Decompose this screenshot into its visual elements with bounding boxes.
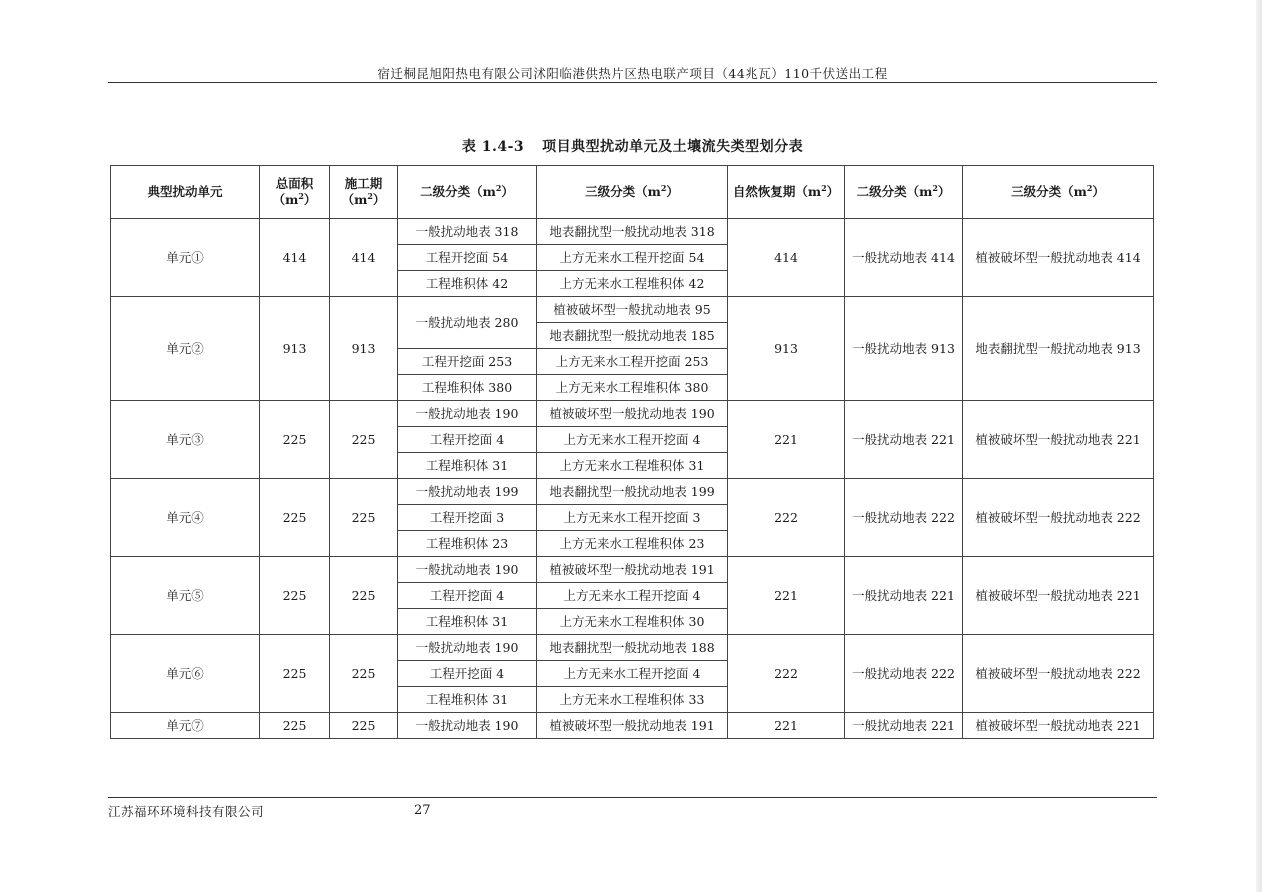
level3-cell: 上方无来水工程开挖面 4 (537, 661, 728, 687)
recovery-level2-cell: 一般扰动地表 222 (845, 479, 963, 557)
recovery-area-cell: 222 (728, 479, 845, 557)
table-header-row (111, 166, 1154, 219)
total-area-cell: 913 (260, 297, 330, 401)
col-header-construction-period: 施工期 $(m^2)$ (330, 166, 398, 219)
level2-cell: 工程堆积体 31 (398, 687, 537, 713)
unit-name-cell: 单元① (111, 219, 260, 297)
unit-name-cell: 单元③ (111, 401, 260, 479)
level2-cell: 工程开挖面 54 (398, 245, 537, 271)
level2-cell: 工程开挖面 4 (398, 583, 537, 609)
level3-cell: 上方无来水工程堆积体 31 (537, 453, 728, 479)
period-area-cell: 225 (330, 479, 398, 557)
recovery-area-cell: 913 (728, 297, 845, 401)
unit-name-cell: 单元④ (111, 479, 260, 557)
level2-cell: 工程开挖面 4 (398, 427, 537, 453)
level2-cell: 工程堆积体 31 (398, 609, 537, 635)
level2-cell: 工程开挖面 4 (398, 661, 537, 687)
level2-cell: 工程堆积体 31 (398, 453, 537, 479)
period-area-cell: 414 (330, 219, 398, 297)
total-area-cell: 225 (260, 479, 330, 557)
recovery-level3-cell: 植被破坏型一般扰动地表 221 (963, 713, 1154, 739)
table-title-text: 项目典型扰动单元及土壤流失类型划分表 (542, 139, 804, 155)
level3-cell: 上方无来水工程堆积体 30 (537, 609, 728, 635)
table-row (111, 219, 1154, 245)
unit-name-cell: 单元② (111, 297, 260, 401)
recovery-level3-cell: 植被破坏型一般扰动地表 221 (963, 557, 1154, 635)
total-area-cell: 414 (260, 219, 330, 297)
level2-cell: 工程开挖面 253 (398, 349, 537, 375)
level3-cell: 地表翻扰型一般扰动地表 188 (537, 635, 728, 661)
period-area-cell: 225 (330, 557, 398, 635)
period-area-cell: 913 (330, 297, 398, 401)
recovery-level2-cell: 一般扰动地表 414 (845, 219, 963, 297)
recovery-level2-cell: 一般扰动地表 221 (845, 401, 963, 479)
level2-cell: 一般扰动地表 190 (398, 557, 537, 583)
col-header-recovery-period: 自然恢复期$(m^2)$ (728, 166, 845, 219)
level3-cell: 上方无来水工程开挖面 4 (537, 427, 728, 453)
col-header-level3-construction: 三级分类$(m^2)$ (537, 166, 728, 219)
unit-name-cell: 单元⑦ (111, 713, 260, 739)
footer-rule (108, 797, 1157, 798)
recovery-level2-cell: 一般扰动地表 221 (845, 557, 963, 635)
level2-cell: 工程开挖面 3 (398, 505, 537, 531)
level2-cell: 一般扰动地表 190 (398, 635, 537, 661)
page-number: 27 (414, 803, 431, 818)
recovery-area-cell: 414 (728, 219, 845, 297)
recovery-area-cell: 221 (728, 713, 845, 739)
level2-cell: 一般扰动地表 199 (398, 479, 537, 505)
unit-name-cell: 单元⑥ (111, 635, 260, 713)
table-number: 表 1.4-3 (461, 139, 525, 155)
level2-cell: 一般扰动地表 280 (398, 297, 537, 349)
recovery-level3-cell: 植被破坏型一般扰动地表 221 (963, 401, 1154, 479)
header-rule (108, 82, 1157, 83)
recovery-level3-cell: 植被破坏型一般扰动地表 414 (963, 219, 1154, 297)
level2-cell: 一般扰动地表 190 (398, 401, 537, 427)
level3-cell: 上方无来水工程开挖面 253 (537, 349, 728, 375)
recovery-level2-cell: 一般扰动地表 221 (845, 713, 963, 739)
table-row (111, 557, 1154, 583)
total-area-cell: 225 (260, 401, 330, 479)
level3-cell: 上方无来水工程开挖面 3 (537, 505, 728, 531)
total-area-cell: 225 (260, 557, 330, 635)
level2-cell: 工程堆积体 380 (398, 375, 537, 401)
period-area-cell: 225 (330, 401, 398, 479)
period-area-cell: 225 (330, 713, 398, 739)
level3-cell: 地表翻扰型一般扰动地表 199 (537, 479, 728, 505)
recovery-area-cell: 222 (728, 635, 845, 713)
running-header: 宿迁桐昆旭阳热电有限公司沭阳临港供热片区热电联产项目（44兆瓦）110千伏送出工程 (377, 66, 888, 81)
level2-cell: 工程堆积体 42 (398, 271, 537, 297)
recovery-area-cell: 221 (728, 557, 845, 635)
period-area-cell: 225 (330, 635, 398, 713)
col-header-unit: 典型扰动单元 (111, 166, 260, 219)
total-area-cell: 225 (260, 635, 330, 713)
level3-cell: 上方无来水工程堆积体 33 (537, 687, 728, 713)
level3-cell: 植被破坏型一般扰动地表 191 (537, 557, 728, 583)
level3-cell: 上方无来水工程开挖面 4 (537, 583, 728, 609)
level3-cell: 植被破坏型一般扰动地表 95 (537, 297, 728, 323)
level3-cell: 上方无来水工程堆积体 380 (537, 375, 728, 401)
table-row (111, 479, 1154, 505)
table-row (111, 635, 1154, 661)
level3-cell: 植被破坏型一般扰动地表 190 (537, 401, 728, 427)
level3-cell: 上方无来水工程开挖面 54 (537, 245, 728, 271)
recovery-level3-cell: 地表翻扰型一般扰动地表 913 (963, 297, 1154, 401)
table-row (111, 713, 1154, 739)
level3-cell: 上方无来水工程堆积体 23 (537, 531, 728, 557)
col-header-total-area: 总面积 $(m^2)$ (260, 166, 330, 219)
level2-cell: 一般扰动地表 190 (398, 713, 537, 739)
level2-cell: 工程堆积体 23 (398, 531, 537, 557)
recovery-level2-cell: 一般扰动地表 222 (845, 635, 963, 713)
table-row (111, 297, 1154, 323)
level2-cell: 一般扰动地表 318 (398, 219, 537, 245)
table-row (111, 401, 1154, 427)
level3-cell: 植被破坏型一般扰动地表 191 (537, 713, 728, 739)
col-header-level3-recovery: 三级分类$(m^2)$ (963, 166, 1154, 219)
col-header-level2-recovery: 二级分类$(m^2)$ (845, 166, 963, 219)
classification-table (110, 165, 1154, 739)
page-edge-shadow (1256, 0, 1262, 892)
recovery-area-cell: 221 (728, 401, 845, 479)
level3-cell: 上方无来水工程堆积体 42 (537, 271, 728, 297)
unit-name-cell: 单元⑤ (111, 557, 260, 635)
recovery-level2-cell: 一般扰动地表 913 (845, 297, 963, 401)
level3-cell: 地表翻扰型一般扰动地表 185 (537, 323, 728, 349)
table-title (108, 136, 1157, 156)
recovery-level3-cell: 植被破坏型一般扰动地表 222 (963, 479, 1154, 557)
recovery-level3-cell: 植被破坏型一般扰动地表 222 (963, 635, 1154, 713)
level3-cell: 地表翻扰型一般扰动地表 318 (537, 219, 728, 245)
footer-company: 江苏福环环境科技有限公司 (108, 804, 265, 819)
total-area-cell: 225 (260, 713, 330, 739)
col-header-level2-construction: 二级分类$(m^2)$ (398, 166, 537, 219)
